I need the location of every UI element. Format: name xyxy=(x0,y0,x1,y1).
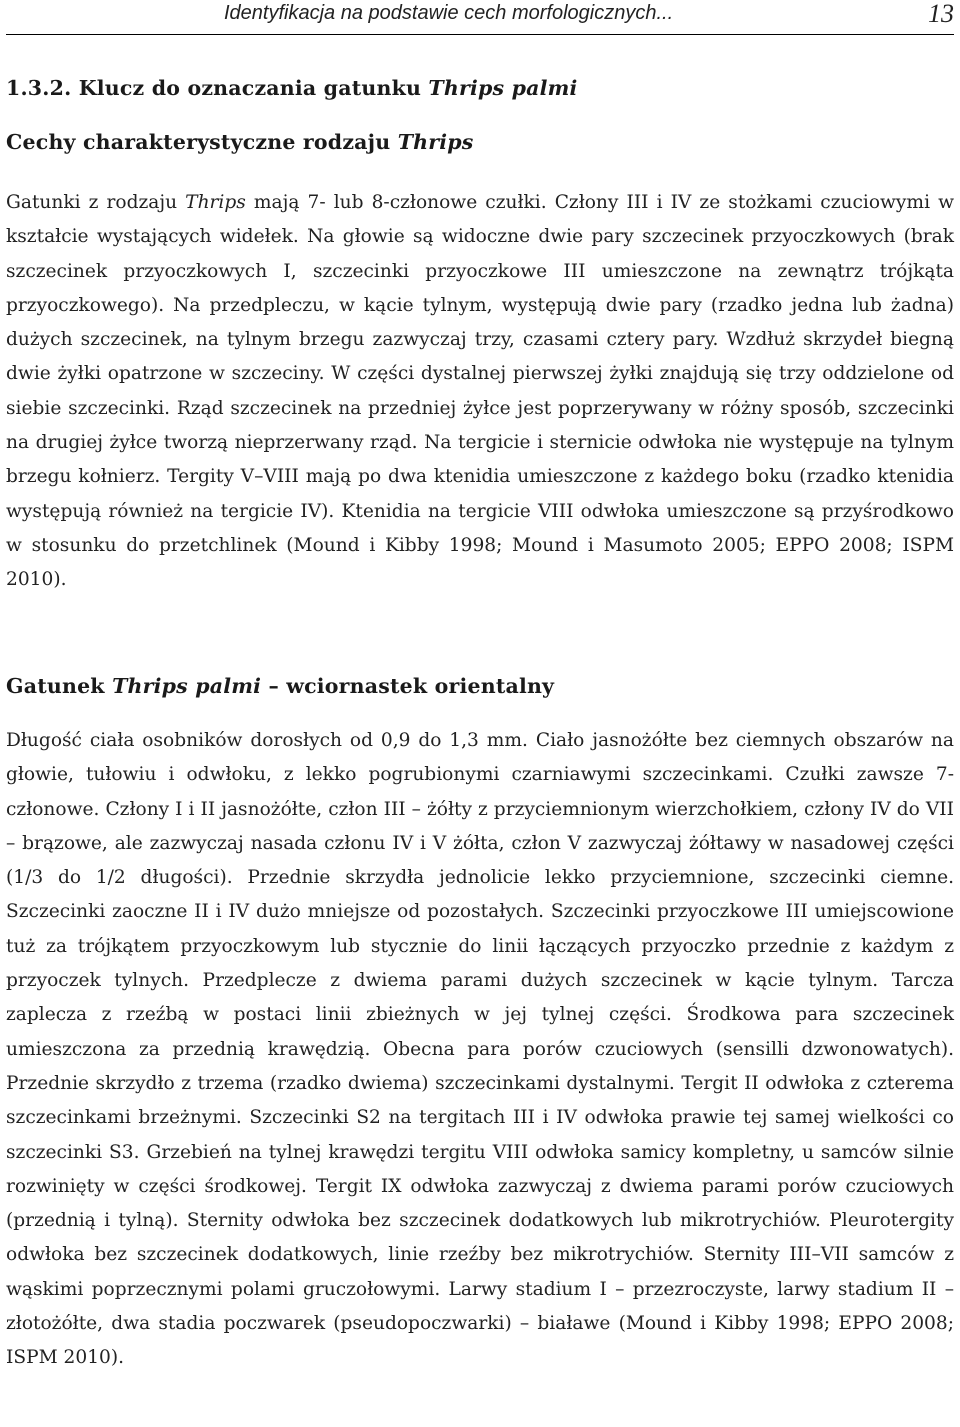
para1-genus-name: Thrips xyxy=(185,192,246,213)
species-heading-name: Thrips palmi xyxy=(112,674,262,698)
species-heading-pre: Gatunek xyxy=(6,674,113,698)
section-heading-text: 1.3.2. Klucz do oznaczania gatunku xyxy=(6,76,429,100)
running-header xyxy=(6,0,954,35)
genus-subheading xyxy=(6,130,474,154)
running-title: Identyfikacja na podstawie cech morfologicznych... xyxy=(224,2,674,24)
para2-body: Długość ciała osobników dorosłych od 0,9 do 1,3 mm. Ciało jasnożółte bez ciemnych obszarów na głowie, tułowiu i odwłoku, z lekko pogrubionymi czarniawymi szczecinkami. Czułki zawsze 7-członowe. Człony I i II jasnożółte, człon III – żółty z przyciemnionym wierzchołkiem, człony IV do VII – brązowe, ale zazwyczaj nasada członu IV i V żółta, człon V zazwyczaj żółtawy w nasadowej części (1/3 do 1/2 długości). Przednie skrzydła jednolicie lekko przyciemnione, szczecinki ciemne. Szczecinki zaoczne II i IV dużo mniejsze od pozostałych. Szczecinki przyoczkowe III umiejscowione tuż za trójkątem przyoczkowym lub stycznie do linii łączących przyoczko przednie z każdym z przyoczek tylnych. Przedplecze z dwiema parami dużych szczecinek w kącie tylnym. Tarcza zaplecza z rzeźbą w postaci linii zbieżnych w jej tylnej części. Środkowa para szczecinek umieszczona za przednią krawędzią. Obecna para porów czuciowych (sensilli dzwonowatych). Przednie skrzydło z trzema (rzadko dwiema) szczecinkami dystalnymi. Tergit II odwłoka z czterema szczecinkami brzeżnymi. Szczecinki S2 na tergitach III i IV odwłoka prawie tej samej wielkości co szczecinki S3. Grzebień na tylnej krawędzi tergitu VIII odwłoka samicy kompletny, u samców silnie rozwinięty w części środkowej. Tergit IX odwłoka zazwyczaj z dwiema parami porów czuciowych (przednią i tylną). Sternity odwłoka bez szczecinek dodatkowych lub mikrotrychiów. Pleurotergity odwłoka bez szczecinek dodatkowych, linie rzeźby bez mikrotrychiów. Sternity III–VII samców z wąskimi poprzecznymi polami gruczołowymi. Larwy stadium I – przezroczyste, larwy stadium II – złotożółte, dwa stadia poczwarek (pseudopoczwarki) – białawe (Mound i Kibby 1998; EPPO 2008; ISPM 2010). xyxy=(6,730,954,1369)
section-heading xyxy=(6,76,577,100)
species-heading xyxy=(6,674,554,698)
genus-subheading-name: Thrips xyxy=(397,130,474,154)
genus-description-paragraph xyxy=(6,186,954,598)
species-description-paragraph xyxy=(6,724,954,1376)
section-heading-species: Thrips palmi xyxy=(428,76,578,100)
species-heading-common: – wciornastek orientalny xyxy=(261,674,555,698)
page-number: 13 xyxy=(928,0,954,28)
para1-intro: Gatunki z rodzaju xyxy=(6,192,186,213)
para1-body: mają 7- lub 8-członowe czułki. Człony III i IV ze stożkami czuciowymi w kształcie wystających widełek. Na głowie są widoczne dwie pary szczecinek przyoczkowych (brak szczecinek przyoczkowych I, szczecinki przyoczkowe III umieszczone na zewnątrz trójkąta przyoczkowego). Na przedpleczu, w kącie tylnym, występują dwie pary (rzadko jedna lub żadna) dużych szczecinek, na tylnym brzegu zazwyczaj trzy, czasami cztery pary. Wzdłuż skrzydeł biegną dwie żyłki opatrzone w szczeciny. W części dystalnej pierwszej żyłki znajdują się trzy oddzielone od siebie szczecinki. Rząd szczecinek na przedniej żyłce jest poprzerywany w różny sposób, szczecinki na drugiej żyłce tworzą nieprzerwany rząd. Na tergicie i sternicie odwłoka nie występuje na tylnym brzegu kołnierz. Tergity V–VIII mają po dwa ktenidia umieszczone z każdego boku (rzadko ktenidia występują również na tergicie IV). Ktenidia na tergicie VIII odwłoka umieszczone są przyśrodkowo w stosunku do przetchlinek (Mound i Kibby 1998; Mound i Masumoto 2005; EPPO 2008; ISPM 2010). xyxy=(6,192,954,591)
genus-subheading-text: Cechy charakterystyczne rodzaju xyxy=(6,130,398,154)
